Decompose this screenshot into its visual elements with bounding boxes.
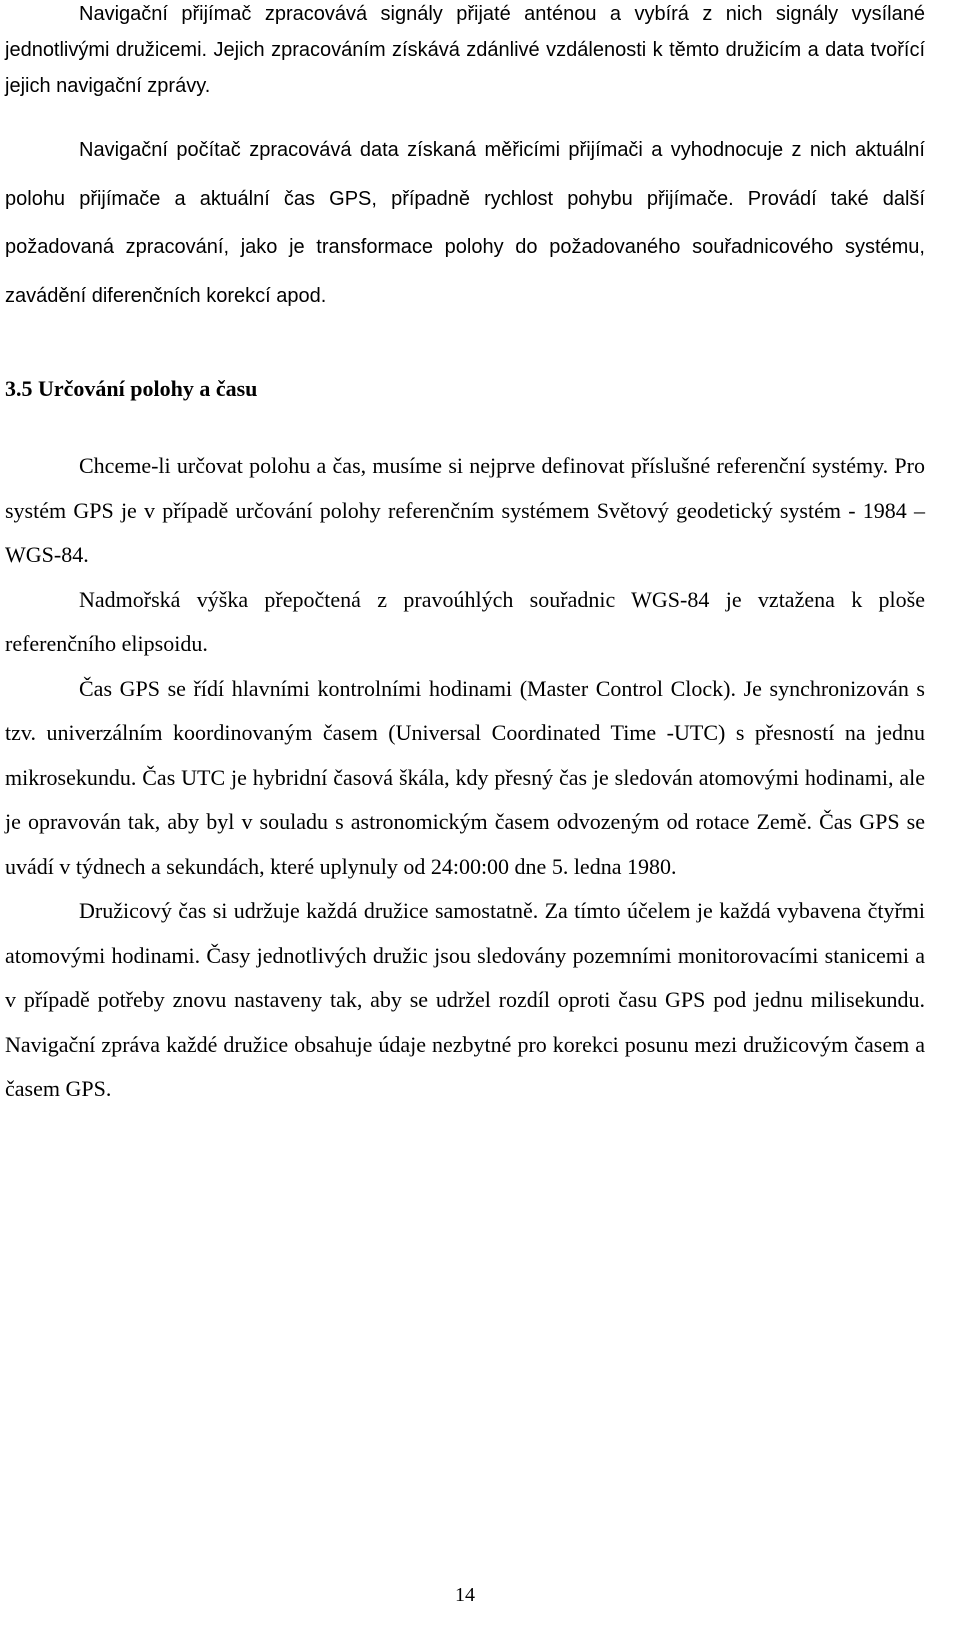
- text-block-receiver: [5, 0, 925, 104]
- paragraph-gps-time: Čas GPS se řídí hlavními kontrolními hodinami (Master Control Clock). Je synchronizován s tzv. univerzálním koordinovaným časem (Universal Coordinated Time -UTC) s přesností na jednu mikrosekundu. Čas UTC je hybridní časová škála, kdy přesný čas je sledován atomovými hodinami, ale je opravován tak, aby byl v souladu s astronomickým časem odvozeným od rotace Země. Čas GPS se uvádí v týdnech a sekundách, které uplynuly od 24:00:00 dne 5. ledna 1980.: [5, 675, 925, 879]
- section-body: [5, 444, 925, 1112]
- text-block-computer: [5, 126, 925, 320]
- paragraph-altitude: Nadmořská výška přepočtená z pravoúhlých souřadnic WGS-84 je vztažena k ploše referenčního elipsoidu.: [5, 586, 925, 656]
- page-number: 14: [455, 1584, 475, 1606]
- paragraph-receiver: Navigační přijímač zpracovává signály přijaté anténou a vybírá z nich signály vysílané jednotlivými družicemi. Jejich zpracováním získává zdánlivé vzdálenosti k těmto družicím a data tvořící jejich navigační zprávy.: [5, 3, 925, 97]
- paragraph-reference-systems: Chceme-li určovat polohu a čas, musíme si nejprve definovat příslušné referenční systémy. Pro systém GPS je v případě určování polohy referenčním systémem Světový geodetický systém - 1984 – WGS-84.: [5, 453, 925, 567]
- paragraph-computer: Navigační počítač zpracovává data získaná měřicími přijímači a vyhodnocuje z nich aktuální polohu přijímače a aktuální čas GPS, případně rychlost pohybu přijímače. Provádí také další požadovaná zpracování, jako je transformace polohy do požadovaného souřadnicového systému, zavádění diferenčních korekcí apod.: [5, 139, 925, 307]
- section-heading: 3.5 Určování polohy a času: [5, 376, 258, 401]
- paragraph-satellite-time: Družicový čas si udržuje každá družice samostatně. Za tímto účelem je každá vybavena čtyřmi atomovými hodinami. Časy jednotlivých družic jsou sledovány pozemními monitorovacími stanicemi a v případě potřeby znovu nastaveny tak, aby se udržel rozdíl oproti času GPS pod jednu milisekundu. Navigační zpráva každé družice obsahuje údaje nezbytné pro korekci posunu mezi družicovým časem a časem GPS.: [5, 898, 925, 1101]
